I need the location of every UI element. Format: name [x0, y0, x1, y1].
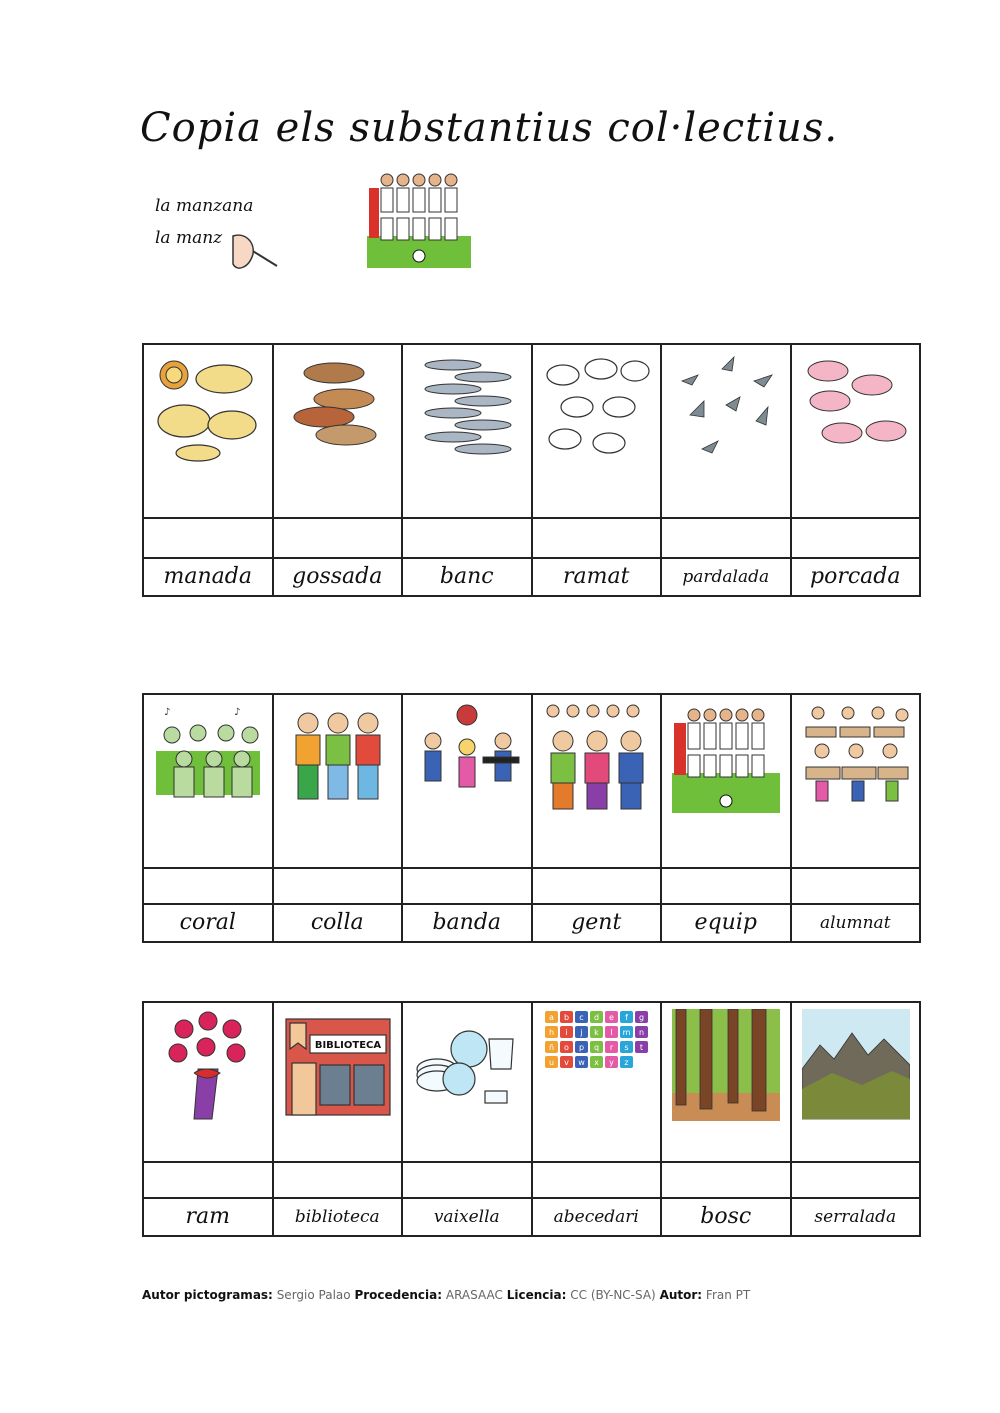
- copy-box[interactable]: [661, 518, 791, 558]
- alphabet-letter: w: [577, 1058, 585, 1067]
- alphabet-letter: z: [623, 1058, 629, 1067]
- svg-text:♪: ♪: [234, 707, 241, 718]
- tableware-icon: [413, 1009, 521, 1121]
- picture-cell: [661, 1002, 791, 1162]
- copy-box[interactable]: [402, 518, 532, 558]
- credits-footer: [142, 1288, 750, 1302]
- footer-value: CC (BY-NC-SA): [570, 1288, 656, 1302]
- copy-box[interactable]: [661, 1162, 791, 1198]
- word-label: banc: [402, 558, 532, 596]
- picture-cell: [143, 694, 273, 868]
- picture-cell: [661, 344, 791, 518]
- copy-box[interactable]: [532, 518, 662, 558]
- copy-box[interactable]: [661, 868, 791, 904]
- classroom-students-icon: [802, 701, 910, 813]
- picture-cell: [402, 344, 532, 518]
- word-label: alumnat: [791, 904, 921, 942]
- flower-bouquet-icon: [154, 1009, 262, 1121]
- footer-value: Sergio Palao: [276, 1288, 351, 1302]
- alphabet-letter: q: [593, 1043, 599, 1052]
- choir-icon: [154, 701, 262, 813]
- dogs-icon: [284, 351, 392, 463]
- alphabet-letter: e: [608, 1013, 614, 1022]
- word-label: abecedari: [532, 1198, 662, 1236]
- word-label: colla: [273, 904, 403, 942]
- word-label: ram: [143, 1198, 273, 1236]
- word-label: bosc: [661, 1198, 791, 1236]
- copy-box[interactable]: [143, 1162, 273, 1198]
- alphabet-letter: u: [548, 1058, 554, 1067]
- group-of-friends-icon: [284, 701, 392, 813]
- word-label: serralada: [791, 1198, 921, 1236]
- alphabet-letter: m: [622, 1028, 630, 1037]
- alphabet-letter: t: [639, 1043, 643, 1052]
- word-label: vaixella: [402, 1198, 532, 1236]
- picture-cell: [402, 1002, 532, 1162]
- copy-box[interactable]: [273, 518, 403, 558]
- picture-cell: [791, 344, 921, 518]
- copy-box[interactable]: [402, 868, 532, 904]
- footer-label: Autor pictogramas:: [142, 1288, 273, 1302]
- picture-cell: [273, 1002, 403, 1162]
- word-label: gent: [532, 904, 662, 942]
- lions-icon: [154, 351, 262, 463]
- word-label: biblioteca: [273, 1198, 403, 1236]
- alphabet-letter: b: [563, 1013, 569, 1022]
- word-label: manada: [143, 558, 273, 596]
- footer-value: Fran PT: [705, 1288, 751, 1302]
- alphabet-letter: h: [548, 1028, 554, 1037]
- svg-text:♪: ♪: [164, 707, 171, 718]
- alphabet-letter: a: [548, 1013, 554, 1022]
- picture-cell: [532, 694, 662, 868]
- library-sign-text: BIBLIOTECA: [314, 1040, 381, 1051]
- fish-school-icon: [413, 351, 521, 463]
- footer-label: Autor:: [659, 1288, 703, 1302]
- copy-box[interactable]: [791, 1162, 921, 1198]
- copy-box[interactable]: [402, 1162, 532, 1198]
- picture-cell: [791, 1002, 921, 1162]
- alphabet-letter: o: [563, 1043, 569, 1052]
- picture-cell: [143, 344, 273, 518]
- forest-icon: [672, 1009, 780, 1121]
- alphabet-letter: c: [578, 1013, 584, 1022]
- alphabet-letter: v: [563, 1058, 569, 1067]
- sheep-flock-icon: [543, 351, 651, 463]
- alphabet-letter: g: [638, 1013, 644, 1022]
- worksheet-grid-row-3: [142, 1001, 921, 1237]
- football-team-example-image: [367, 166, 471, 268]
- alphabet-letter: j: [579, 1028, 583, 1037]
- alphabet-letter: y: [608, 1058, 614, 1067]
- alphabet-letter: p: [578, 1043, 584, 1052]
- alphabet-letter: r: [609, 1043, 613, 1052]
- library-building-icon: [284, 1009, 392, 1121]
- writing-hand-icon: [225, 228, 285, 280]
- worksheet-grid-row-2: [142, 693, 921, 943]
- example-model-text: la manzana: [155, 196, 254, 216]
- word-label: gossada: [273, 558, 403, 596]
- alphabet-letter: x: [593, 1058, 599, 1067]
- alphabet-letter: l: [609, 1028, 613, 1037]
- word-label: coral: [143, 904, 273, 942]
- copy-box[interactable]: [532, 868, 662, 904]
- picture-cell: [661, 694, 791, 868]
- alphabet-letter: s: [623, 1043, 629, 1052]
- picture-cell: [143, 1002, 273, 1162]
- pigs-icon: [802, 351, 910, 463]
- footer-value: ARASAAC: [445, 1288, 503, 1302]
- alphabet-letter: ñ: [548, 1043, 554, 1052]
- alphabet-letter: i: [564, 1028, 568, 1037]
- word-label: banda: [402, 904, 532, 942]
- football-team-icon: [672, 701, 780, 813]
- picture-cell: [791, 694, 921, 868]
- alphabet-icon: [543, 1009, 651, 1121]
- music-band-icon: [413, 701, 521, 813]
- example-copy-text: la manz: [155, 228, 223, 248]
- word-label: equip: [661, 904, 791, 942]
- copy-box[interactable]: [143, 518, 273, 558]
- crowd-of-people-icon: [543, 701, 651, 813]
- picture-cell: [532, 344, 662, 518]
- copy-box[interactable]: [791, 868, 921, 904]
- worksheet-grid-row-1: [142, 343, 921, 597]
- word-label: pardalada: [661, 558, 791, 596]
- picture-cell: [532, 1002, 662, 1162]
- word-label: ramat: [532, 558, 662, 596]
- alphabet-letter: d: [593, 1013, 599, 1022]
- page-title: Copia els substantius col·lectius.: [140, 105, 839, 151]
- copy-box[interactable]: [532, 1162, 662, 1198]
- mountain-range-icon: [802, 1009, 910, 1121]
- alphabet-letter: n: [638, 1028, 644, 1037]
- copy-box[interactable]: [143, 868, 273, 904]
- copy-box[interactable]: [273, 868, 403, 904]
- copy-box[interactable]: [791, 518, 921, 558]
- footer-label: Licencia:: [506, 1288, 567, 1302]
- picture-cell: [273, 344, 403, 518]
- birds-flock-icon: [672, 351, 780, 463]
- alphabet-letter: k: [593, 1028, 599, 1037]
- footer-label: Procedencia:: [354, 1288, 443, 1302]
- word-label: porcada: [791, 558, 921, 596]
- picture-cell: [402, 694, 532, 868]
- alphabet-letter: f: [624, 1013, 628, 1022]
- picture-cell: [273, 694, 403, 868]
- copy-box[interactable]: [273, 1162, 403, 1198]
